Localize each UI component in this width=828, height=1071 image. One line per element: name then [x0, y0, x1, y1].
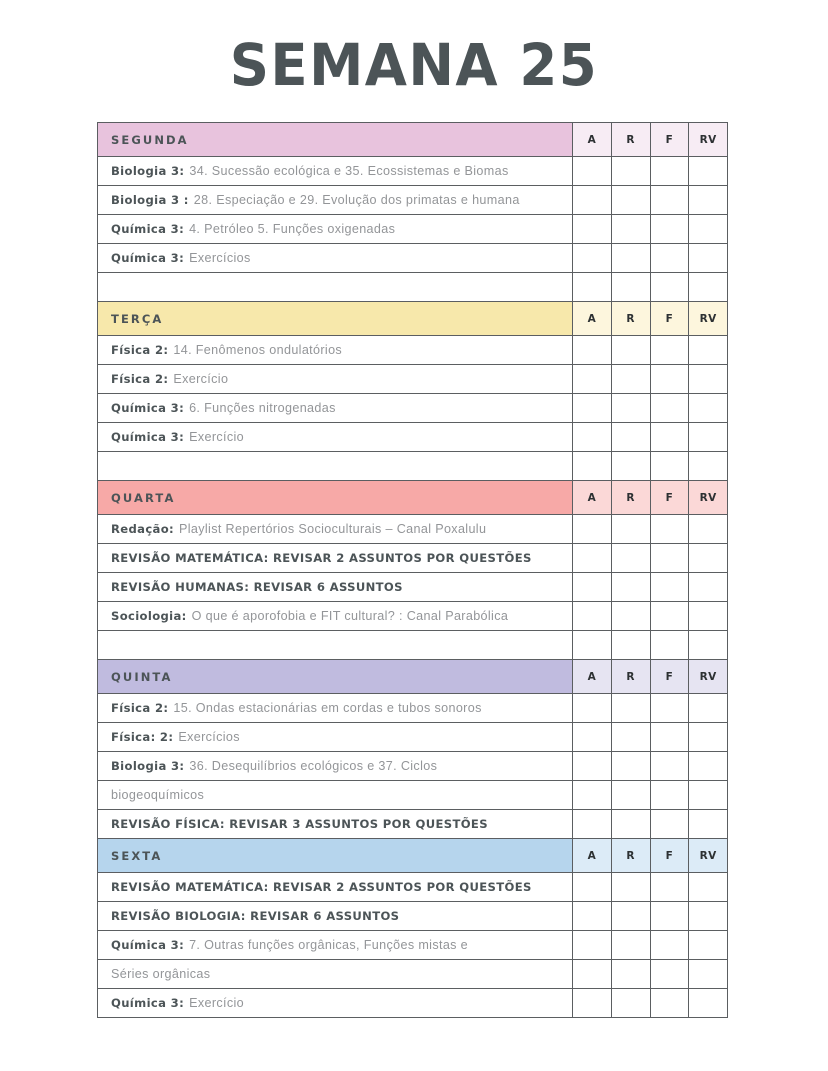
checkbox-cell-a[interactable]: [573, 723, 612, 752]
task-row: [98, 989, 728, 1018]
checkbox-cell-a[interactable]: [573, 336, 612, 365]
task-subject: Química 3:: [111, 937, 185, 952]
task-continuation-cell: [98, 960, 573, 989]
task-row: [98, 336, 728, 365]
task-subject: Química 3:: [111, 221, 185, 236]
checkbox-cell-a[interactable]: [573, 810, 612, 839]
task-cell: [98, 989, 573, 1018]
task-row: [98, 902, 728, 931]
task-description: 4. Petróleo 5. Funções oxigenadas: [189, 221, 396, 236]
task-description: 15. Ondas estacionárias em cordas e tubos sonoros: [173, 700, 482, 715]
task-row: [98, 394, 728, 423]
task-row: [98, 423, 728, 452]
checkbox-cell-f[interactable]: [650, 452, 689, 481]
checkbox-cell-r[interactable]: [611, 336, 650, 365]
task-subject: Sociologia:: [111, 608, 187, 623]
task-cell: [98, 515, 573, 544]
task-description: Exercício: [189, 995, 245, 1010]
mark-column-header-f: F: [650, 302, 689, 336]
task-description: Exercícios: [178, 729, 240, 744]
task-continuation-cell: [98, 781, 573, 810]
checkbox-cell-r[interactable]: [611, 215, 650, 244]
task-cell: [98, 244, 573, 273]
checkbox-cell-rv[interactable]: [689, 602, 728, 631]
checkbox-cell-f[interactable]: [650, 186, 689, 215]
checkbox-cell-a[interactable]: [573, 157, 612, 186]
empty-task-cell: [98, 452, 573, 481]
checkbox-cell-r[interactable]: [611, 157, 650, 186]
task-cell: [98, 336, 573, 365]
day-header-row-segunda: [98, 123, 728, 157]
task-row: [98, 244, 728, 273]
day-label-sexta: SEXTA: [98, 839, 573, 873]
task-subject: Redação:: [111, 521, 175, 536]
checkbox-cell-f[interactable]: [650, 960, 689, 989]
task-row: [98, 723, 728, 752]
checkbox-cell-a[interactable]: [573, 752, 612, 781]
checkbox-cell-r[interactable]: [611, 723, 650, 752]
task-row: [98, 186, 728, 215]
task-subject: Química 3:: [111, 400, 185, 415]
task-description: O que é aporofobia e FIT cultural? : Canal Parabólica: [191, 608, 509, 623]
mark-column-header-rv: RV: [689, 839, 728, 873]
mark-column-header-a: A: [573, 123, 612, 157]
checkbox-cell-rv[interactable]: [689, 781, 728, 810]
checkbox-cell-f[interactable]: [650, 810, 689, 839]
task-description: 36. Desequilíbrios ecológicos e 37. Ciclos: [189, 758, 438, 773]
task-cell: [98, 157, 573, 186]
checkbox-cell-f[interactable]: [650, 365, 689, 394]
task-row: [98, 452, 728, 481]
checkbox-cell-a[interactable]: [573, 573, 612, 602]
checkbox-cell-a[interactable]: [573, 873, 612, 902]
checkbox-cell-r[interactable]: [611, 394, 650, 423]
revision-task-cell: REVISÃO MATEMÁTICA: REVISAR 2 ASSUNTOS POR QUESTÕES: [98, 873, 573, 902]
checkbox-cell-a[interactable]: [573, 694, 612, 723]
task-subject: Física 2:: [111, 342, 169, 357]
task-cell: [98, 186, 573, 215]
task-description: 14. Fenômenos ondulatórios: [173, 342, 343, 357]
checkbox-cell-rv[interactable]: [689, 694, 728, 723]
checkbox-cell-r[interactable]: [611, 781, 650, 810]
checkbox-cell-rv[interactable]: [689, 723, 728, 752]
checkbox-cell-a[interactable]: [573, 273, 612, 302]
checkbox-cell-f[interactable]: [650, 336, 689, 365]
checkbox-cell-r[interactable]: [611, 273, 650, 302]
task-description: biogeoquímicos: [111, 787, 205, 802]
checkbox-cell-rv[interactable]: [689, 810, 728, 839]
checkbox-cell-a[interactable]: [573, 186, 612, 215]
task-row: [98, 810, 728, 839]
task-row: [98, 873, 728, 902]
checkbox-cell-f[interactable]: [650, 752, 689, 781]
checkbox-cell-f[interactable]: [650, 273, 689, 302]
checkbox-cell-a[interactable]: [573, 423, 612, 452]
task-subject: Química 3:: [111, 429, 185, 444]
checkbox-cell-f[interactable]: [650, 602, 689, 631]
task-subject: Física 2:: [111, 371, 169, 386]
checkbox-cell-a[interactable]: [573, 452, 612, 481]
checkbox-cell-r[interactable]: [611, 573, 650, 602]
day-label-quarta: QUARTA: [98, 481, 573, 515]
mark-column-header-rv: RV: [689, 123, 728, 157]
checkbox-cell-rv[interactable]: [689, 902, 728, 931]
checkbox-cell-rv[interactable]: [689, 273, 728, 302]
checkbox-cell-r[interactable]: [611, 186, 650, 215]
day-header-row-sexta: [98, 839, 728, 873]
checkbox-cell-r[interactable]: [611, 452, 650, 481]
task-subject: Física: 2:: [111, 729, 174, 744]
page-title: SEMANA 25: [229, 31, 599, 99]
task-cell: [98, 752, 573, 781]
task-row: [98, 573, 728, 602]
checkbox-cell-rv[interactable]: [689, 989, 728, 1018]
checkbox-cell-rv[interactable]: [689, 573, 728, 602]
checkbox-cell-f[interactable]: [650, 873, 689, 902]
revision-task-cell: REVISÃO FÍSICA: REVISAR 3 ASSUNTOS POR QUESTÕES: [98, 810, 573, 839]
task-cell: [98, 365, 573, 394]
mark-column-header-r: R: [611, 302, 650, 336]
mark-column-header-f: F: [650, 660, 689, 694]
checkbox-cell-f[interactable]: [650, 394, 689, 423]
checkbox-cell-r[interactable]: [611, 902, 650, 931]
day-label-quinta: QUINTA: [98, 660, 573, 694]
task-cell: [98, 694, 573, 723]
checkbox-cell-r[interactable]: [611, 694, 650, 723]
checkbox-cell-f[interactable]: [650, 989, 689, 1018]
checkbox-cell-a[interactable]: [573, 989, 612, 1018]
mark-column-header-a: A: [573, 660, 612, 694]
task-subject: Biologia 3:: [111, 163, 185, 178]
checkbox-cell-f[interactable]: [650, 781, 689, 810]
task-row: [98, 781, 728, 810]
checkbox-cell-rv[interactable]: [689, 631, 728, 660]
checkbox-cell-a[interactable]: [573, 244, 612, 273]
checkbox-cell-a[interactable]: [573, 515, 612, 544]
task-row: [98, 931, 728, 960]
checkbox-cell-f[interactable]: [650, 902, 689, 931]
checkbox-cell-r[interactable]: [611, 631, 650, 660]
checkbox-cell-r[interactable]: [611, 810, 650, 839]
checkbox-cell-r[interactable]: [611, 989, 650, 1018]
checkbox-cell-r[interactable]: [611, 960, 650, 989]
mark-column-header-a: A: [573, 839, 612, 873]
task-row: [98, 752, 728, 781]
checkbox-cell-r[interactable]: [611, 931, 650, 960]
task-description: Séries orgânicas: [111, 966, 211, 981]
checkbox-cell-a[interactable]: [573, 631, 612, 660]
task-cell: [98, 931, 573, 960]
checkbox-cell-f[interactable]: [650, 723, 689, 752]
checkbox-cell-f[interactable]: [650, 215, 689, 244]
checkbox-cell-r[interactable]: [611, 423, 650, 452]
checkbox-cell-rv[interactable]: [689, 423, 728, 452]
checkbox-cell-rv[interactable]: [689, 215, 728, 244]
checkbox-cell-a[interactable]: [573, 781, 612, 810]
mark-column-header-rv: RV: [689, 481, 728, 515]
mark-column-header-a: A: [573, 481, 612, 515]
task-cell: [98, 602, 573, 631]
task-row: [98, 157, 728, 186]
task-cell: [98, 723, 573, 752]
checkbox-cell-f[interactable]: [650, 694, 689, 723]
task-subject: Física 2:: [111, 700, 169, 715]
task-subject: Biologia 3 :: [111, 192, 189, 207]
checkbox-cell-r[interactable]: [611, 752, 650, 781]
checkbox-cell-r[interactable]: [611, 515, 650, 544]
checkbox-cell-f[interactable]: [650, 244, 689, 273]
checkbox-cell-f[interactable]: [650, 544, 689, 573]
mark-column-header-r: R: [611, 660, 650, 694]
task-description: 28. Especiação e 29. Evolução dos primatas e humana: [193, 192, 520, 207]
checkbox-cell-r[interactable]: [611, 544, 650, 573]
task-row: [98, 631, 728, 660]
mark-column-header-f: F: [650, 123, 689, 157]
task-subject: Biologia 3:: [111, 758, 185, 773]
task-description: Playlist Repertórios Socioculturais – Canal Poxalulu: [179, 521, 487, 536]
checkbox-cell-rv[interactable]: [689, 960, 728, 989]
checkbox-cell-f[interactable]: [650, 573, 689, 602]
mark-column-header-r: R: [611, 839, 650, 873]
checkbox-cell-rv[interactable]: [689, 452, 728, 481]
mark-column-header-f: F: [650, 839, 689, 873]
revision-task-cell: REVISÃO HUMANAS: REVISAR 6 ASSUNTOS: [98, 573, 573, 602]
day-header-row-quarta: [98, 481, 728, 515]
page-title-container: [0, 31, 828, 99]
day-header-row-quinta: [98, 660, 728, 694]
checkbox-cell-rv[interactable]: [689, 365, 728, 394]
checkbox-cell-a[interactable]: [573, 544, 612, 573]
checkbox-cell-rv[interactable]: [689, 336, 728, 365]
task-description: Exercícios: [189, 250, 251, 265]
checkbox-cell-a[interactable]: [573, 902, 612, 931]
task-row: [98, 960, 728, 989]
mark-column-header-rv: RV: [689, 660, 728, 694]
checkbox-cell-f[interactable]: [650, 423, 689, 452]
mark-column-header-a: A: [573, 302, 612, 336]
task-cell: [98, 423, 573, 452]
task-subject: Química 3:: [111, 250, 185, 265]
checkbox-cell-rv[interactable]: [689, 515, 728, 544]
day-label-terca: TERÇA: [98, 302, 573, 336]
revision-task-cell: REVISÃO BIOLOGIA: REVISAR 6 ASSUNTOS: [98, 902, 573, 931]
checkbox-cell-rv[interactable]: [689, 157, 728, 186]
checkbox-cell-f[interactable]: [650, 157, 689, 186]
checkbox-cell-rv[interactable]: [689, 394, 728, 423]
task-row: [98, 215, 728, 244]
task-row: [98, 694, 728, 723]
checkbox-cell-r[interactable]: [611, 602, 650, 631]
mark-column-header-f: F: [650, 481, 689, 515]
checkbox-cell-a[interactable]: [573, 960, 612, 989]
checkbox-cell-a[interactable]: [573, 365, 612, 394]
checkbox-cell-f[interactable]: [650, 631, 689, 660]
task-row: [98, 365, 728, 394]
task-subject: Química 3:: [111, 995, 185, 1010]
task-description: 7. Outras funções orgânicas, Funções mistas e: [189, 937, 469, 952]
checkbox-cell-r[interactable]: [611, 365, 650, 394]
checkbox-cell-r[interactable]: [611, 873, 650, 902]
task-description: Exercício: [189, 429, 245, 444]
task-row: [98, 273, 728, 302]
checkbox-cell-a[interactable]: [573, 394, 612, 423]
checkbox-cell-a[interactable]: [573, 931, 612, 960]
task-description: Exercício: [173, 371, 229, 386]
checkbox-cell-rv[interactable]: [689, 873, 728, 902]
checkbox-cell-f[interactable]: [650, 931, 689, 960]
task-description: 6. Funções nitrogenadas: [189, 400, 336, 415]
day-label-segunda: SEGUNDA: [98, 123, 573, 157]
mark-column-header-r: R: [611, 481, 650, 515]
task-cell: [98, 215, 573, 244]
empty-task-cell: [98, 273, 573, 302]
checkbox-cell-rv[interactable]: [689, 186, 728, 215]
task-row: [98, 515, 728, 544]
mark-column-header-rv: RV: [689, 302, 728, 336]
checkbox-cell-f[interactable]: [650, 515, 689, 544]
task-row: [98, 544, 728, 573]
checkbox-cell-a[interactable]: [573, 215, 612, 244]
empty-task-cell: [98, 631, 573, 660]
checkbox-cell-r[interactable]: [611, 244, 650, 273]
checkbox-cell-rv[interactable]: [689, 544, 728, 573]
day-header-row-terca: [98, 302, 728, 336]
checkbox-cell-rv[interactable]: [689, 931, 728, 960]
task-row: [98, 602, 728, 631]
checkbox-cell-rv[interactable]: [689, 244, 728, 273]
revision-task-cell: REVISÃO MATEMÁTICA: REVISAR 2 ASSUNTOS POR QUESTÕES: [98, 544, 573, 573]
task-cell: [98, 394, 573, 423]
mark-column-header-r: R: [611, 123, 650, 157]
checkbox-cell-rv[interactable]: [689, 752, 728, 781]
task-description: 34. Sucessão ecológica e 35. Ecossistemas e Biomas: [189, 163, 509, 178]
weekly-schedule-table: [97, 122, 728, 1018]
checkbox-cell-a[interactable]: [573, 602, 612, 631]
